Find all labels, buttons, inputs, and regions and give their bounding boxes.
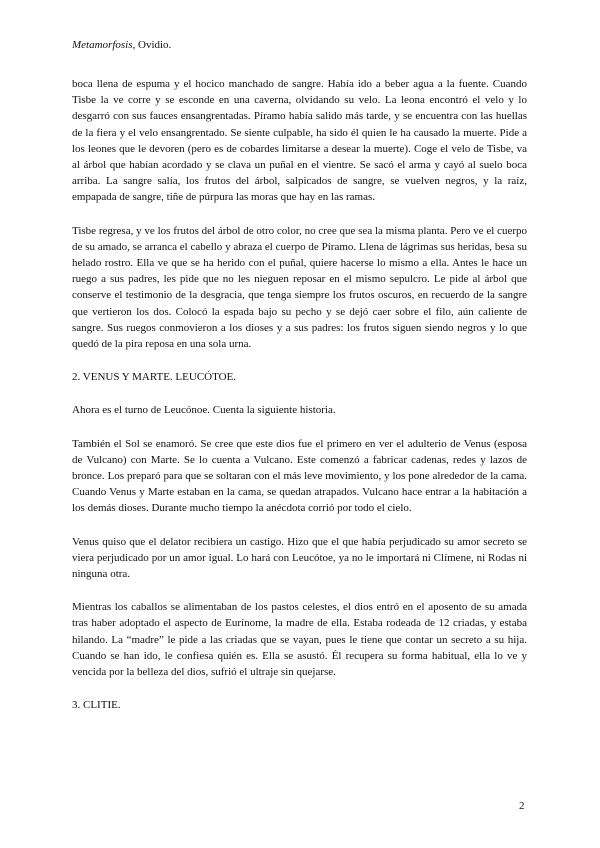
section-heading-venus-marte: 2. VENUS Y MARTE. LEUCÓTOE. — [72, 371, 237, 384]
paragraph-leuconoe-turn: Ahora es el turno de Leucónoe. Cuenta la siguiente historia. — [72, 404, 336, 417]
running-header — [72, 38, 171, 52]
paragraph-piramo-death: boca llena de espuma y el hocico manchado de sangre. Había ido a beber agua a la fuente. Cuando Tisbe la ve corre y se esconde en una caverna, olvidando su velo. La leona encontró el velo y lo desgarró con sus fauces ensangrentadas. Píramo había salido más tarde, y se encuentra con las huellas de la fiera y el velo ensangrentado. Se siente culpable, ha sido él quien le ha causado la muerte. Pide a los leones que le devoren (pero es de cobardes limitarse a desear la muerte). Coge el velo de Tisbe, va al árbol que habían acordado y se clava un puñal en el vientre. Se sacó el arma y cayó al suelo boca arriba. La sangre salía, los frutos del árbol, salpicados de sangre, se vuelven negros, y la raíz, empapada de sangre, tiñe de púrpura las moras que hay en las ramas. — [72, 78, 527, 204]
page-number: 2 — [519, 800, 525, 812]
paragraph-tisbe-return: Tisbe regresa, y ve los frutos del árbol de otro color, no cree que sea la misma planta. Pero ve el cuerpo de su amado, se arranca el cabello y abraza el cuerpo de Píramo. Llena de lágrimas sus heridas, besa su helado rostro. Ella ve que se ha herido con el puñal, quiere hacerse lo mismo a ella. Antes le hace un ruego a sus padres, les pide que no les nieguen reposar en el mismo sepulcro. Le pide al árbol que conserve el testimonio de la desgracia, que tenga siempre los frutos oscuros, en recuerdo de la sangre que vertieron los dos. Colocó la espada bajo su pecho y se dejó caer sobre el filo, aún caliente de sangre. Sus ruegos conmovieron a los dioses y a sus padres: los frutos siguen siendo negros y lo que quedó de la pira reposa en una sola urna. — [72, 224, 527, 351]
body-text — [72, 76, 527, 731]
section-heading-clitie: 3. CLITIE. — [72, 699, 121, 712]
paragraph-caballos-aposento: Mientras los caballos se alimentaban de los pastos celestes, el dios entró en el aposento de su amada tras haber adoptado el aspecto de Eurínome, la madre de ella. Estaba rodeada de 12 criadas, y estaba hilando. La “madre” le pide a las criadas que se vayan, pues le tiene que contar un secreto a su hija. Cuando se han ido, le confiesa quién es. Ella se asustó. Él recupera su forma habitual, ella lo ve y vencida por la belleza del dios, sufrió el ultraje sin quejarse. — [72, 601, 527, 679]
paragraph-venus-castigo: Venus quiso que el delator recibiera un castigo. Hizo que el que había perjudicado su amor secreto se viera perjudicado por un amor igual. Lo hará con Leucótoe, ya no le importará ni Clímene, ni Rodas ni ninguna otra. — [72, 535, 527, 581]
header-author: , Ovidio. — [132, 39, 172, 51]
paragraph-sol-enamoro: También el Sol se enamoró. Se cree que este dios fue el primero en ver el adulterio de Venus (esposa de Vulcano) con Marte. Se lo cuenta a Vulcano. Este comenzó a fabricar cadenas, redes y lazos de bronce. Los preparó para que se soltaran con el más leve movimiento, y los pone alrededor de la cama. Cuando Venus y Marte estaban en la cama, se quedan atrapados. Vulcano hace entrar a la habitación a los demás dioses. Durante mucho tiempo la anécdota corrió por todo el cielo. — [72, 437, 527, 515]
header-book-title: Metamorfosis — [72, 39, 133, 51]
